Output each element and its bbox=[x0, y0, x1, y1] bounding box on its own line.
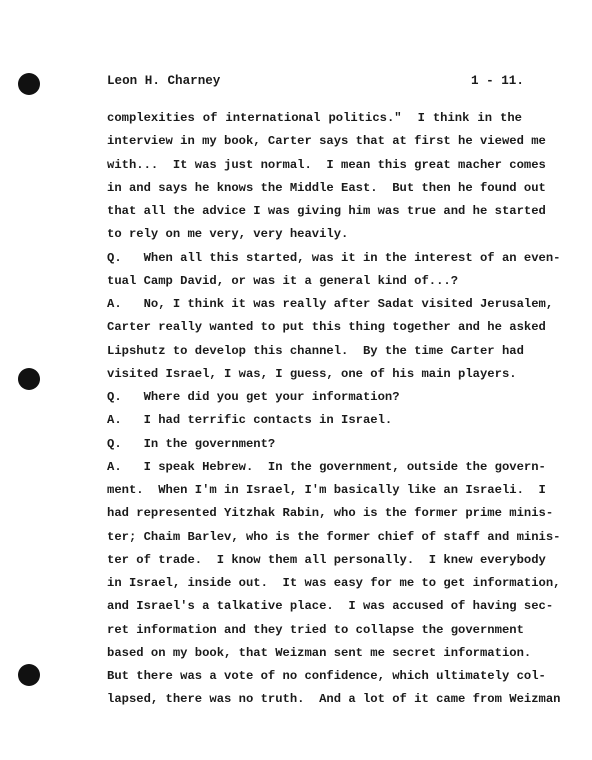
transcript-line: visited Israel, I was, I guess, one of his main players. bbox=[107, 366, 517, 381]
header-page-number: 1 - 11. bbox=[471, 74, 524, 88]
transcript-line: Carter really wanted to put this thing together and he asked bbox=[107, 320, 546, 335]
transcript-body bbox=[107, 107, 561, 712]
transcript-line: ter of trade. I know them all personally. I knew everybody bbox=[107, 552, 546, 567]
transcript-line: with... It was just normal. I mean this great macher comes bbox=[107, 157, 546, 172]
transcript-line: Lipshutz to develop this channel. By the time Carter had bbox=[107, 343, 524, 358]
transcript-line: Q. When all this started, was it in the interest of an even- bbox=[107, 250, 561, 265]
transcript-line: Q. Where did you get your information? bbox=[107, 390, 400, 404]
transcript-line: in Israel, inside out. It was easy for me to get information, bbox=[107, 576, 561, 590]
transcript-line: A. No, I think it was really after Sadat visited Jerusalem, bbox=[107, 297, 554, 311]
binder-hole-top bbox=[18, 73, 40, 95]
header-interviewee-name: Leon H. Charney bbox=[107, 74, 221, 88]
transcript-line: to rely on me very, very heavily. bbox=[107, 227, 349, 242]
transcript-line: in and says he knows the Middle East. But then he found out bbox=[107, 180, 546, 195]
transcript-line: that all the advice I was giving him was true and he started bbox=[107, 204, 546, 218]
transcript-line: lapsed, there was no truth. And a lot of it came from Weizman bbox=[107, 692, 561, 707]
transcript-line: A. I had terrific contacts in Israel. bbox=[107, 413, 393, 428]
transcript-line: complexities of international politics." I think in the bbox=[107, 111, 522, 125]
transcript-line: and Israel's a talkative place. I was accused of having sec- bbox=[107, 599, 554, 614]
transcript-line: ment. When I'm in Israel, I'm basically like an Israeli. I bbox=[107, 483, 546, 497]
transcript-line: interview in my book, Carter says that at first he viewed me bbox=[107, 134, 546, 149]
binder-hole-bottom bbox=[18, 664, 40, 686]
transcript-line: had represented Yitzhak Rabin, who is the former prime minis- bbox=[107, 506, 554, 521]
transcript-line: tual Camp David, or was it a general kind of...? bbox=[107, 273, 459, 288]
binder-hole-middle bbox=[18, 368, 40, 390]
transcript-line: A. I speak Hebrew. In the government, outside the govern- bbox=[107, 459, 546, 474]
transcript-line: But there was a vote of no confidence, which ultimately col- bbox=[107, 669, 546, 683]
transcript-line: based on my book, that Weizman sent me secret information. bbox=[107, 645, 532, 660]
transcript-line: ret information and they tried to collapse the government bbox=[107, 622, 524, 637]
transcript-line: Q. In the government? bbox=[107, 436, 276, 451]
transcript-line: ter; Chaim Barlev, who is the former chief of staff and minis- bbox=[107, 529, 561, 544]
